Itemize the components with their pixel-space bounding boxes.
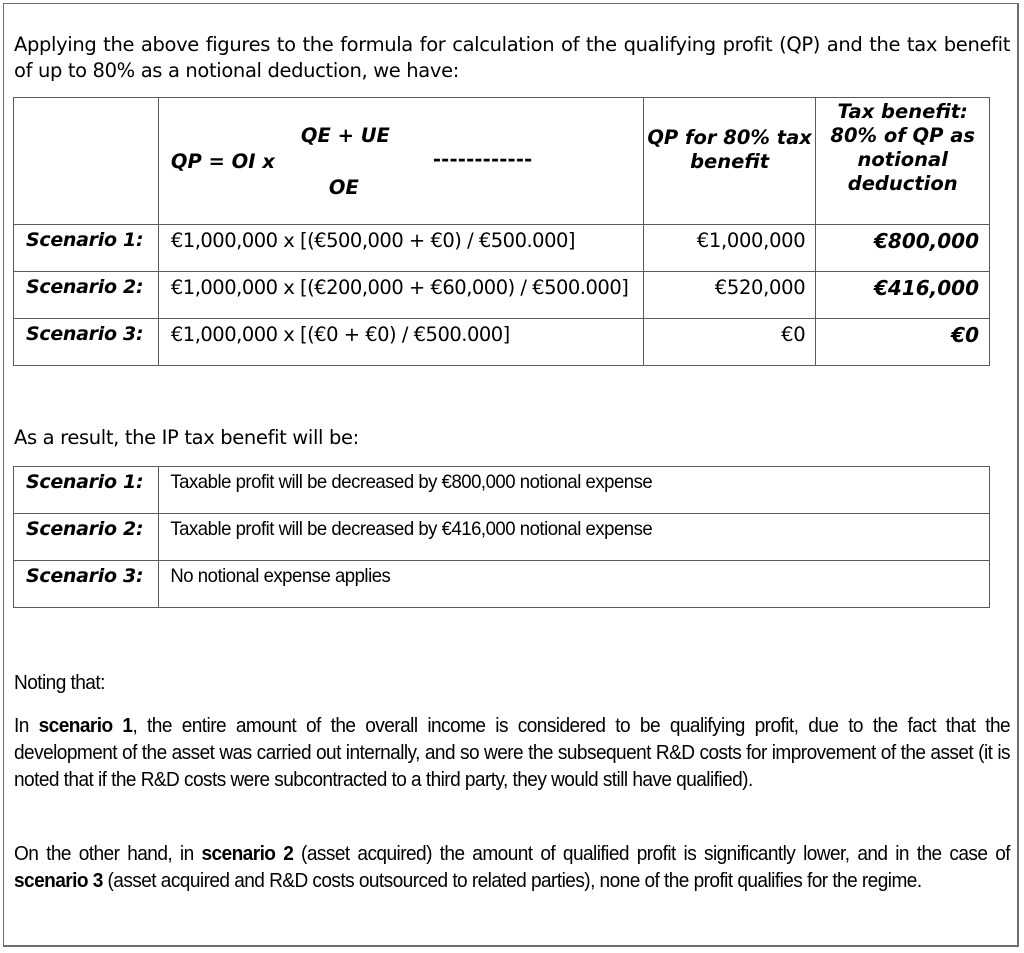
scenario-label: Scenario 1: <box>26 471 144 493</box>
scenario-label: Scenario 3: <box>26 323 144 345</box>
qp-header: QP for 80% tax benefit <box>647 126 812 173</box>
scenario-label: Scenario 3: <box>26 565 144 587</box>
benefit-value: €416,000 <box>873 276 979 300</box>
qualifying-profit-table <box>13 97 990 366</box>
scenario-formula: €1,000,000 x [(€0 + €0) / €500.000] <box>170 323 510 346</box>
scenario-result-text: Taxable profit will be decreased by €416,000 notional expense <box>170 518 653 540</box>
text-run: In <box>14 714 39 737</box>
table-row <box>14 272 990 319</box>
emphasis-scenario-2: scenario 2 <box>201 842 294 865</box>
emphasis-scenario-3: scenario 3 <box>14 869 103 892</box>
scenario-label: Scenario 2: <box>26 276 144 298</box>
scenario-label: Scenario 2: <box>26 518 144 540</box>
intro-paragraph: Applying the above figures to the formula for calculation of the qualifying profit (QP) and the tax benefit of up to 80% as a notional deduction, we have: <box>14 33 1010 82</box>
table-header-row <box>14 98 990 225</box>
qp-value: €0 <box>781 323 806 346</box>
benefit-value: €800,000 <box>873 229 979 253</box>
text-run: (asset acquired and R&D costs outsourced to related parties), none of the profit qualifies for the regime. <box>102 869 922 892</box>
qp-value: €1,000,000 <box>696 229 806 252</box>
benefit-header: Tax benefit: 80% of QP as notional deduction <box>830 100 975 195</box>
text-run: (asset acquired) the amount of qualified profit is significantly lower, and in the case of <box>293 842 1011 865</box>
formula-numerator: QE + UE <box>300 124 390 147</box>
scenario-result-text: No notional expense applies <box>170 565 391 587</box>
emphasis-scenario-1: scenario 1 <box>38 714 133 737</box>
table-row <box>14 225 990 272</box>
scenario-result-text: Taxable profit will be decreased by €800,000 notional expense <box>170 471 653 493</box>
table-row <box>14 514 990 561</box>
benefit-header-cell <box>816 98 990 225</box>
scenario-formula: €1,000,000 x [(€500,000 + €0) / €500.000] <box>170 229 576 252</box>
formula-header-cell <box>158 98 643 225</box>
noting-heading: Noting that: <box>14 671 105 694</box>
text-run: , the entire amount of the overall income is considered to be qualifying profit, due to the fact that the development of the asset was carried out internally, and so were the subsequent R&D costs for improvement of the asset (it is noted that if the R&D costs were subcontracted to a third party, they would still have qualified). <box>14 714 1011 791</box>
scenario-1-explanation <box>14 712 1010 793</box>
formula-fraction-bar: ------------ <box>432 148 533 171</box>
formula-denominator: OE <box>328 176 359 199</box>
table-row <box>14 467 990 514</box>
table-row <box>14 319 990 366</box>
qp-value: €520,000 <box>714 276 806 299</box>
scenario-formula: €1,000,000 x [(€200,000 + €60,000) / €500.000] <box>170 276 629 299</box>
qp-header-cell <box>643 98 816 225</box>
scenario-2-3-explanation <box>14 840 1010 894</box>
result-heading: As a result, the IP tax benefit will be: <box>14 426 359 449</box>
benefit-value: €0 <box>951 323 979 347</box>
header-empty-cell <box>14 98 159 225</box>
scenario-label: Scenario 1: <box>26 229 144 251</box>
formula-lhs: QP = OI x <box>170 150 275 173</box>
table-row <box>14 561 990 608</box>
text-run: On the other hand, in <box>14 842 202 865</box>
tax-benefit-result-table <box>13 466 990 608</box>
